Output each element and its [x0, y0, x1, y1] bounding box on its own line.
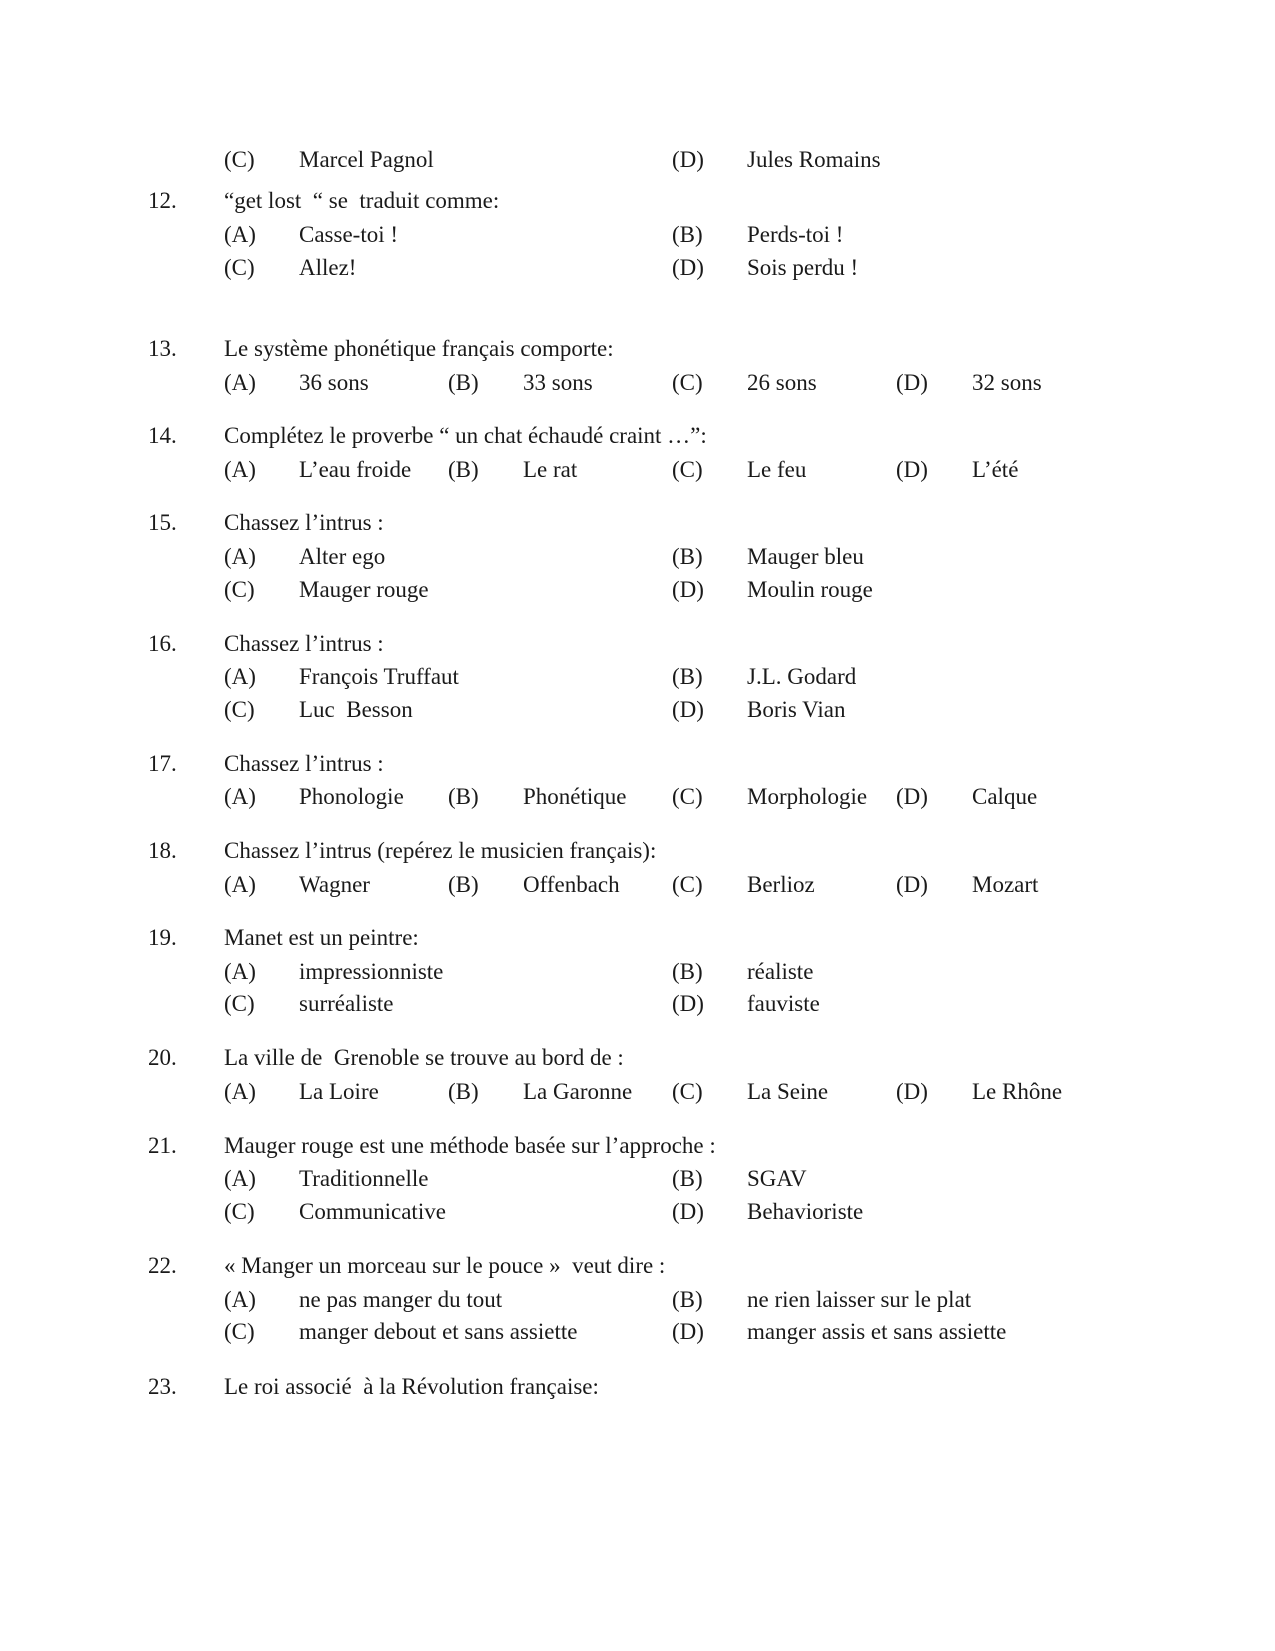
question-number: 21. — [148, 1133, 177, 1158]
option-letter: (A) — [224, 544, 256, 569]
option-letter: (B) — [448, 872, 479, 897]
option-letter: (D) — [896, 370, 928, 395]
option-text: Sois perdu ! — [747, 255, 859, 280]
question-text: Mauger rouge est une méthode basée sur l’approche : — [224, 1133, 716, 1158]
option-letter: (D) — [672, 697, 704, 722]
option-letter: (C) — [224, 697, 255, 722]
option-text: manger debout et sans assiette — [299, 1319, 578, 1344]
option-text: Moulin rouge — [747, 577, 873, 602]
option-text: L’été — [972, 457, 1019, 482]
option-letter: (C) — [672, 370, 703, 395]
question-number: 22. — [148, 1253, 177, 1278]
option-text: Le Rhône — [972, 1079, 1063, 1104]
question-number: 23. — [148, 1374, 177, 1399]
option-letter: (D) — [896, 1079, 928, 1104]
option-text: Communicative — [299, 1199, 446, 1224]
option-text: ne pas manger du tout — [299, 1287, 503, 1312]
question-number: 17. — [148, 751, 177, 776]
option-text: Perds-toi ! — [747, 222, 844, 247]
option-letter: (D) — [896, 457, 928, 482]
option-letter: (C) — [224, 991, 255, 1016]
option-text: Morphologie — [747, 784, 868, 809]
question-text: Complétez le proverbe “ un chat échaudé craint …”: — [224, 423, 707, 448]
question-number: 14. — [148, 423, 177, 448]
option-text: impressionniste — [299, 959, 444, 984]
option-letter: (B) — [448, 370, 479, 395]
question-text: Chassez l’intrus (repérez le musicien français): — [224, 838, 657, 863]
option-text: manger assis et sans assiette — [747, 1319, 1007, 1344]
option-letter: (A) — [224, 664, 256, 689]
option-text: Calque — [972, 784, 1038, 809]
option-text: Jules Romains — [747, 147, 881, 172]
option-text: L’eau froide — [299, 457, 412, 482]
option-letter: (D) — [672, 991, 704, 1016]
option-text: Phonologie — [299, 784, 404, 809]
option-text: Marcel Pagnol — [299, 147, 434, 172]
question-text: La ville de Grenoble se trouve au bord de : — [224, 1045, 624, 1070]
question-text: Le roi associé à la Révolution française: — [224, 1374, 599, 1399]
option-letter: (A) — [224, 784, 256, 809]
option-letter: (B) — [672, 1166, 703, 1191]
option-text: Mauger bleu — [747, 544, 864, 569]
option-text: J.L. Godard — [747, 664, 857, 689]
option-letter: (B) — [448, 1079, 479, 1104]
question-number: 16. — [148, 631, 177, 656]
option-letter: (D) — [896, 784, 928, 809]
option-letter: (A) — [224, 1166, 256, 1191]
option-letter: (D) — [672, 255, 704, 280]
option-text: 26 sons — [747, 370, 817, 395]
question-text: “get lost “ se traduit comme: — [224, 188, 500, 213]
question-text: Chassez l’intrus : — [224, 510, 384, 535]
option-text: Berlioz — [747, 872, 815, 897]
option-text: La Seine — [747, 1079, 829, 1104]
option-text: 33 sons — [523, 370, 593, 395]
question-text: Manet est un peintre: — [224, 925, 419, 950]
option-letter: (A) — [224, 959, 256, 984]
option-letter: (C) — [672, 872, 703, 897]
option-text: Alter ego — [299, 544, 386, 569]
option-letter: (A) — [224, 370, 256, 395]
option-letter: (D) — [896, 872, 928, 897]
question-text: Chassez l’intrus : — [224, 631, 384, 656]
question-number: 13. — [148, 336, 177, 361]
option-text: fauviste — [747, 991, 820, 1016]
question-number: 12. — [148, 188, 177, 213]
option-letter: (B) — [672, 544, 703, 569]
question-number: 15. — [148, 510, 177, 535]
option-letter: (D) — [672, 147, 704, 172]
option-letter: (D) — [672, 1199, 704, 1224]
option-letter: (B) — [448, 457, 479, 482]
option-text: Behavioriste — [747, 1199, 864, 1224]
option-letter: (A) — [224, 222, 256, 247]
option-text: SGAV — [747, 1166, 807, 1191]
option-letter: (A) — [224, 1287, 256, 1312]
option-text: Mauger rouge — [299, 577, 429, 602]
option-text: Allez! — [299, 255, 357, 280]
question-text: Chassez l’intrus : — [224, 751, 384, 776]
option-text: Le rat — [523, 457, 578, 482]
option-letter: (C) — [224, 1199, 255, 1224]
option-letter: (B) — [672, 1287, 703, 1312]
option-letter: (B) — [672, 664, 703, 689]
option-letter: (C) — [224, 255, 255, 280]
option-letter: (B) — [672, 222, 703, 247]
option-text: Casse-toi ! — [299, 222, 399, 247]
option-letter: (C) — [672, 784, 703, 809]
option-text: Luc Besson — [299, 697, 413, 722]
option-letter: (C) — [672, 1079, 703, 1104]
option-letter: (B) — [672, 959, 703, 984]
option-text: Wagner — [299, 872, 370, 897]
option-text: Mozart — [972, 872, 1039, 897]
option-text: Le feu — [747, 457, 807, 482]
question-text: « Manger un morceau sur le pouce » veut dire : — [224, 1253, 666, 1278]
option-letter: (C) — [224, 1319, 255, 1344]
option-text: Phonétique — [523, 784, 627, 809]
question-number: 19. — [148, 925, 177, 950]
option-letter: (A) — [224, 872, 256, 897]
option-letter: (A) — [224, 1079, 256, 1104]
option-letter: (B) — [448, 784, 479, 809]
option-text: Traditionnelle — [299, 1166, 429, 1191]
option-text: Boris Vian — [747, 697, 846, 722]
option-text: surréaliste — [299, 991, 394, 1016]
option-letter: (A) — [224, 457, 256, 482]
option-text: 32 sons — [972, 370, 1042, 395]
question-number: 18. — [148, 838, 177, 863]
option-text: Offenbach — [523, 872, 620, 897]
option-text: La Loire — [299, 1079, 379, 1104]
option-text: ne rien laisser sur le plat — [747, 1287, 972, 1312]
option-letter: (D) — [672, 577, 704, 602]
option-text: 36 sons — [299, 370, 369, 395]
option-text: réaliste — [747, 959, 814, 984]
option-letter: (C) — [224, 147, 255, 172]
question-number: 20. — [148, 1045, 177, 1070]
question-text: Le système phonétique français comporte: — [224, 336, 614, 361]
option-text: La Garonne — [523, 1079, 633, 1104]
option-text: François Truffaut — [299, 664, 459, 689]
option-letter: (C) — [672, 457, 703, 482]
option-letter: (D) — [672, 1319, 704, 1344]
option-letter: (C) — [224, 577, 255, 602]
